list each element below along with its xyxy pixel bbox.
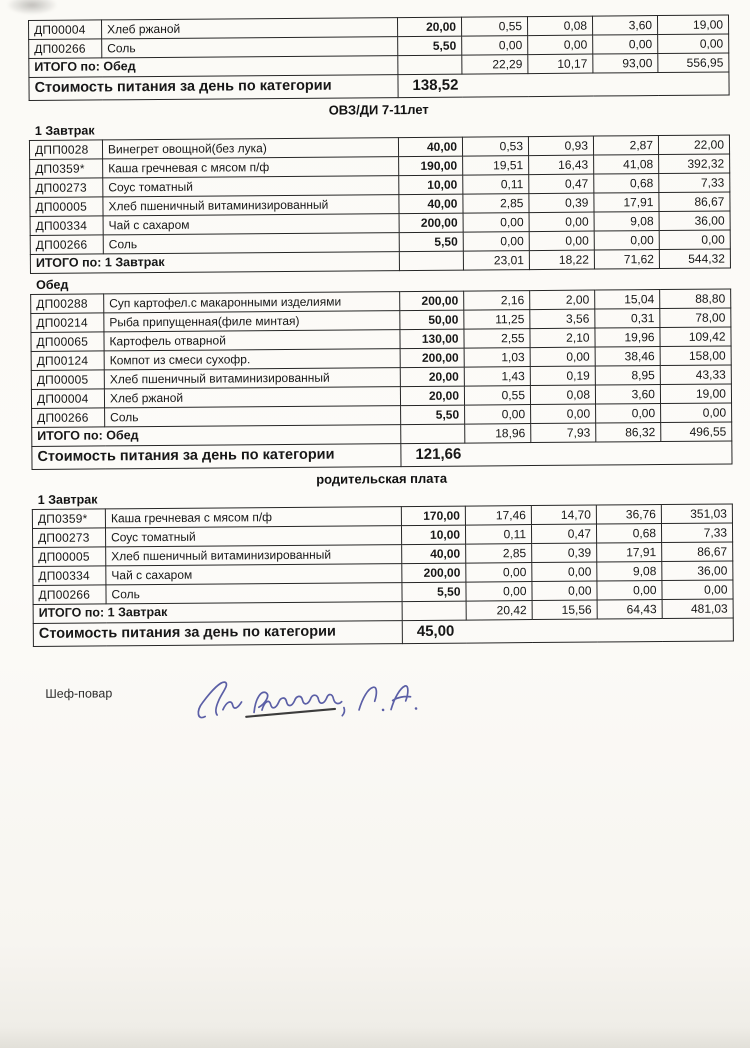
day-cost-value-cell: 138,52 bbox=[398, 72, 729, 98]
menu-table bbox=[29, 134, 731, 274]
value-cell: 17,91 bbox=[594, 193, 659, 213]
value-cell: 0,39 bbox=[529, 193, 594, 213]
qty-cell: 190,00 bbox=[399, 156, 463, 176]
total-value-cell: 7,93 bbox=[531, 423, 596, 443]
value-cell: 7,33 bbox=[661, 523, 732, 543]
total-value-cell: 71,62 bbox=[594, 250, 659, 270]
value-cell: 86,67 bbox=[662, 542, 733, 562]
dish-name-cell: Винегрет овощной(без лука) bbox=[102, 138, 398, 159]
value-cell: 9,08 bbox=[594, 212, 659, 232]
total-value-cell: 15,56 bbox=[532, 600, 597, 620]
value-cell: 2,85 bbox=[463, 194, 529, 214]
qty-cell bbox=[398, 55, 462, 75]
dish-name-cell: Каша гречневая с мясом п/ф bbox=[103, 157, 399, 178]
value-cell: 0,68 bbox=[596, 524, 661, 544]
qty-cell: 5,50 bbox=[402, 582, 466, 602]
value-cell: 0,00 bbox=[530, 347, 595, 367]
menu-table bbox=[30, 288, 732, 470]
value-cell: 2,00 bbox=[530, 290, 595, 310]
menu-table bbox=[32, 503, 734, 647]
signature-stroke bbox=[358, 687, 377, 710]
signature-block bbox=[33, 655, 734, 730]
value-cell: 0,00 bbox=[466, 563, 532, 583]
total-value-cell: 93,00 bbox=[593, 54, 658, 74]
dish-code-cell: ДП00334 bbox=[30, 216, 103, 236]
qty-cell: 20,00 bbox=[400, 386, 464, 406]
day-cost-label-cell: Стоимость питания за день по категории bbox=[32, 444, 401, 470]
value-cell: 351,03 bbox=[661, 504, 732, 524]
value-cell: 41,08 bbox=[594, 155, 659, 175]
value-cell: 0,47 bbox=[529, 174, 594, 194]
dish-code-cell: ДП00005 bbox=[31, 370, 104, 390]
total-value-cell: 544,32 bbox=[659, 249, 730, 269]
document-body bbox=[28, 15, 734, 731]
qty-cell bbox=[399, 251, 463, 271]
dish-code-cell: ДП00214 bbox=[31, 313, 104, 333]
day-cost-row bbox=[33, 618, 733, 646]
dish-code-cell: ДП00288 bbox=[31, 294, 104, 314]
value-cell: 0,00 bbox=[594, 231, 659, 251]
qty-cell bbox=[402, 601, 466, 621]
value-cell: 36,00 bbox=[662, 561, 733, 581]
qty-cell: 200,00 bbox=[402, 563, 466, 583]
dish-code-cell: ДП00124 bbox=[31, 351, 104, 371]
dish-name-cell: Соль bbox=[102, 37, 398, 58]
menu-table bbox=[28, 14, 730, 101]
value-cell: 392,32 bbox=[659, 154, 730, 174]
dish-code-cell: ДП00273 bbox=[30, 178, 103, 198]
qty-cell: 130,00 bbox=[400, 329, 464, 349]
dish-name-cell: Компот из смеси сухофр. bbox=[104, 349, 400, 370]
day-cost-value-cell: 45,00 bbox=[402, 618, 733, 644]
dish-name-cell: Соль bbox=[105, 406, 401, 427]
value-cell: 0,93 bbox=[528, 136, 593, 156]
scan-smudge bbox=[6, 0, 58, 15]
dish-code-cell: ДП00266 bbox=[33, 585, 106, 605]
dish-name-cell: Каша гречневая с мясом п/ф bbox=[105, 507, 401, 528]
value-cell: 86,67 bbox=[659, 192, 730, 212]
signature-stroke bbox=[261, 694, 341, 710]
qty-cell: 170,00 bbox=[401, 506, 465, 526]
value-cell: 3,60 bbox=[595, 385, 660, 405]
qty-cell: 200,00 bbox=[400, 291, 464, 311]
signature-role-label: Шеф-повар bbox=[45, 686, 113, 701]
value-cell: 17,91 bbox=[597, 543, 662, 563]
value-cell: 88,80 bbox=[660, 289, 731, 309]
value-cell: 0,00 bbox=[462, 36, 528, 56]
dish-name-cell: Соль bbox=[106, 583, 402, 604]
dish-name-cell: Соус томатный bbox=[105, 526, 401, 547]
dish-name-cell: Картофель отварной bbox=[104, 330, 400, 351]
qty-cell: 10,00 bbox=[399, 175, 463, 195]
total-label-cell: ИТОГО по: Обед bbox=[32, 425, 401, 447]
meal-label: 1 Завтрак bbox=[34, 123, 95, 138]
meal-label: 1 Завтрак bbox=[37, 492, 98, 507]
qty-cell: 50,00 bbox=[400, 310, 464, 330]
value-cell: 0,55 bbox=[461, 17, 527, 37]
dish-code-cell: ДП0359* bbox=[32, 509, 105, 529]
value-cell: 16,43 bbox=[529, 155, 594, 175]
qty-cell: 200,00 bbox=[400, 348, 464, 368]
signature-stroke bbox=[223, 701, 242, 709]
signature-dot bbox=[415, 707, 418, 710]
dish-code-cell: ДП00334 bbox=[33, 566, 106, 586]
value-cell: 1,03 bbox=[464, 348, 530, 368]
total-label-cell: ИТОГО по: 1 Завтрак bbox=[33, 602, 402, 624]
value-cell: 0,00 bbox=[463, 213, 529, 233]
value-cell: 2,10 bbox=[530, 328, 595, 348]
qty-cell: 20,00 bbox=[400, 367, 464, 387]
value-cell: 8,95 bbox=[595, 366, 660, 386]
total-value-cell: 496,55 bbox=[661, 422, 732, 442]
value-cell: 14,70 bbox=[531, 505, 596, 525]
value-cell: 0,00 bbox=[659, 230, 730, 250]
day-cost-label-cell: Стоимость питания за день по категории bbox=[33, 621, 402, 647]
value-cell: 0,00 bbox=[531, 404, 596, 424]
qty-cell: 200,00 bbox=[399, 213, 463, 233]
qty-cell: 5,50 bbox=[399, 232, 463, 252]
meal-label: Обед bbox=[36, 277, 69, 292]
dish-name-cell: Соус томатный bbox=[103, 176, 399, 197]
dish-code-cell: ДП00065 bbox=[31, 332, 104, 352]
total-value-cell: 556,95 bbox=[658, 53, 729, 73]
value-cell: 0,31 bbox=[595, 309, 660, 329]
total-value-cell: 64,43 bbox=[597, 600, 662, 620]
dish-code-cell: ДП00005 bbox=[30, 197, 103, 217]
signature-handwriting bbox=[190, 655, 443, 732]
value-cell: 15,04 bbox=[595, 290, 660, 310]
value-cell: 0,00 bbox=[466, 582, 532, 602]
value-cell: 0,00 bbox=[532, 562, 597, 582]
value-cell: 0,00 bbox=[593, 35, 658, 55]
value-cell: 0,00 bbox=[662, 580, 733, 600]
dish-code-cell: ДП00273 bbox=[32, 528, 105, 548]
value-cell: 0,00 bbox=[528, 35, 593, 55]
total-value-cell: 23,01 bbox=[463, 251, 529, 271]
value-cell: 0,08 bbox=[530, 385, 595, 405]
signature-stroke bbox=[390, 686, 411, 710]
value-cell: 19,00 bbox=[657, 15, 728, 35]
day-cost-value-cell: 121,66 bbox=[401, 441, 732, 467]
value-cell: 3,60 bbox=[592, 16, 657, 36]
value-cell: 0,08 bbox=[527, 16, 592, 36]
day-cost-row bbox=[32, 441, 732, 469]
value-cell: 22,00 bbox=[658, 135, 729, 155]
value-cell: 0,39 bbox=[532, 543, 597, 563]
dish-code-cell: ДП00005 bbox=[33, 547, 106, 567]
value-cell: 2,87 bbox=[593, 136, 658, 156]
qty-cell: 10,00 bbox=[401, 525, 465, 545]
day-cost-row bbox=[29, 72, 729, 100]
value-cell: 0,19 bbox=[530, 366, 595, 386]
value-cell: 0,00 bbox=[596, 404, 661, 424]
total-label-cell: ИТОГО по: 1 Завтрак bbox=[30, 252, 399, 274]
value-cell: 109,42 bbox=[660, 327, 731, 347]
value-cell: 36,76 bbox=[596, 505, 661, 525]
total-label-cell: ИТОГО по: Обед bbox=[29, 56, 398, 78]
value-cell: 36,00 bbox=[659, 211, 730, 231]
signature-stroke bbox=[197, 682, 228, 718]
total-value-cell: 18,96 bbox=[465, 424, 531, 444]
qty-cell: 20,00 bbox=[397, 17, 461, 37]
value-cell: 0,00 bbox=[597, 581, 662, 601]
qty-cell: 40,00 bbox=[398, 137, 462, 157]
dish-code-cell: ДПП0028 bbox=[29, 140, 102, 160]
value-cell: 0,00 bbox=[465, 405, 531, 425]
signature-underline bbox=[246, 709, 335, 717]
qty-cell: 40,00 bbox=[399, 194, 463, 214]
value-cell: 0,00 bbox=[529, 231, 594, 251]
qty-cell: 5,50 bbox=[401, 405, 465, 425]
value-cell: 158,00 bbox=[660, 346, 731, 366]
value-cell: 2,16 bbox=[464, 291, 530, 311]
value-cell: 0,00 bbox=[529, 212, 594, 232]
dish-code-cell: ДП00004 bbox=[31, 389, 104, 409]
value-cell: 19,00 bbox=[660, 384, 731, 404]
dish-code-cell: ДП00266 bbox=[32, 408, 105, 428]
dish-name-cell: Соль bbox=[103, 233, 399, 254]
signature-stroke bbox=[342, 708, 345, 716]
day-cost-label-cell: Стоимость питания за день по категории bbox=[29, 75, 398, 101]
value-cell: 7,33 bbox=[659, 173, 730, 193]
total-value-cell: 20,42 bbox=[466, 601, 532, 621]
qty-cell: 40,00 bbox=[402, 544, 466, 564]
dish-name-cell: Суп картофел.с макаронными изделиями bbox=[104, 292, 400, 313]
dish-code-cell: ДП00266 bbox=[29, 39, 102, 59]
dish-name-cell: Хлеб ржаной bbox=[104, 387, 400, 408]
value-cell: 0,11 bbox=[463, 175, 529, 195]
signature-dot bbox=[382, 709, 385, 712]
total-value-cell: 10,17 bbox=[528, 54, 593, 74]
value-cell: 9,08 bbox=[597, 562, 662, 582]
value-cell: 17,46 bbox=[465, 506, 531, 526]
value-cell: 0,55 bbox=[464, 386, 530, 406]
value-cell: 78,00 bbox=[660, 308, 731, 328]
category-title: ОВЗ/ДИ 7-11лет bbox=[328, 101, 429, 118]
dish-name-cell: Хлеб пшеничный витаминизированный bbox=[106, 545, 402, 566]
qty-cell bbox=[401, 424, 465, 444]
total-value-cell: 481,03 bbox=[662, 599, 733, 619]
qty-cell: 5,50 bbox=[398, 36, 462, 56]
category-title: родительская плата bbox=[316, 470, 448, 487]
total-row bbox=[30, 249, 730, 273]
total-value-cell: 18,22 bbox=[529, 250, 594, 270]
value-cell: 19,96 bbox=[595, 328, 660, 348]
value-cell: 0,53 bbox=[462, 137, 528, 157]
value-cell: 0,00 bbox=[532, 581, 597, 601]
value-cell: 43,33 bbox=[660, 365, 731, 385]
value-cell: 0,68 bbox=[594, 174, 659, 194]
value-cell: 38,46 bbox=[595, 347, 660, 367]
dish-name-cell: Хлеб ржаной bbox=[102, 18, 398, 39]
total-value-cell: 86,32 bbox=[596, 423, 661, 443]
dish-code-cell: ДП0359* bbox=[30, 159, 103, 179]
dish-name-cell: Чай с сахаром bbox=[103, 214, 399, 235]
dish-code-cell: ДП00004 bbox=[29, 20, 102, 40]
value-cell: 0,47 bbox=[531, 524, 596, 544]
value-cell: 0,00 bbox=[658, 34, 729, 54]
signature-text bbox=[33, 661, 34, 662]
value-cell: 1,43 bbox=[464, 367, 530, 387]
dish-code-cell: ДП00266 bbox=[30, 235, 103, 255]
tables-area bbox=[28, 15, 733, 647]
value-cell: 3,56 bbox=[530, 309, 595, 329]
value-cell: 0,00 bbox=[661, 403, 732, 423]
dish-name-cell: Чай с сахаром bbox=[106, 564, 402, 585]
value-cell: 19,51 bbox=[463, 156, 529, 176]
value-cell: 0,11 bbox=[465, 525, 531, 545]
value-cell: 11,25 bbox=[464, 310, 530, 330]
dish-name-cell: Рыба припущенная(филе минтая) bbox=[104, 311, 400, 332]
total-value-cell: 22,29 bbox=[462, 55, 528, 75]
value-cell: 2,85 bbox=[466, 544, 532, 564]
dish-name-cell: Хлеб пшеничный витаминизированный bbox=[104, 368, 400, 389]
dish-name-cell: Хлеб пшеничный витаминизированный bbox=[103, 195, 399, 216]
value-cell: 2,55 bbox=[464, 329, 530, 349]
value-cell: 0,00 bbox=[463, 232, 529, 252]
